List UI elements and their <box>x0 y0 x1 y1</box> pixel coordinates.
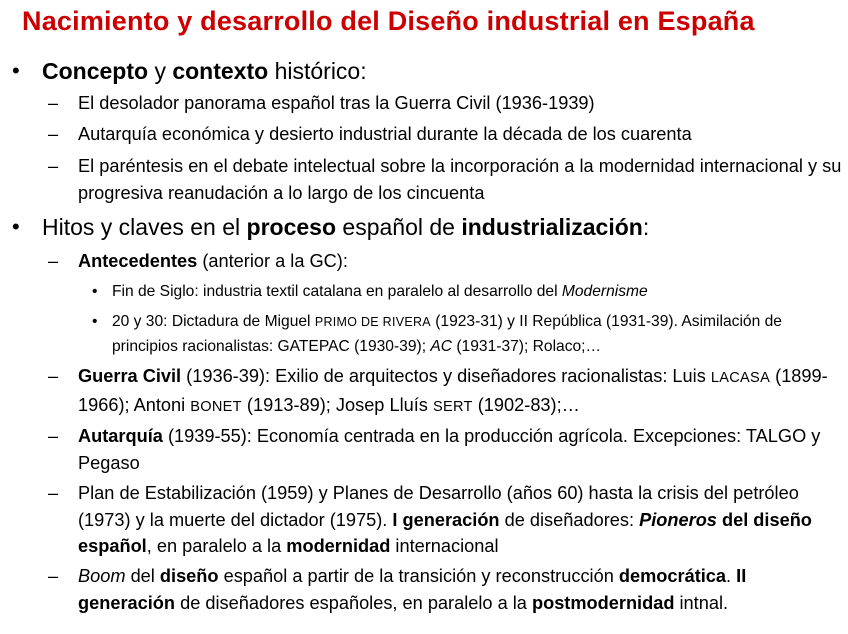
bullet-dot: • <box>12 58 20 83</box>
sub-bullet-guerra-civil: – Guerra Civil (1936-39): Exilio de arquitectos y diseñadores racionalistas: Luis LACASA (1899-1966); Antoni BONET (1913-89); Josep Lluís SERT (1902-83);… <box>48 366 828 415</box>
sub-bullet-antecedentes: – Antecedentes (anterior a la GC): <box>48 251 348 271</box>
sub-bullet-autarquia-economica: – Autarquía económica y desierto industrial durante la década de los cuarenta <box>48 124 692 144</box>
sub-sub-bullet-fin-de-siglo: • Fin de Siglo: industria textil catalana en paralelo al desarrollo del Modernisme <box>92 283 648 300</box>
sub-sub-bullet-20-y-30: • 20 y 30: Dictadura de Miguel PRIMO DE RIVERA (1923-31) y II República (1931-39). Asimilación de principios racionalistas: GATEPAC (1930-39); AC (1931-37); Rolaco;… <box>92 313 782 355</box>
sub-bullet-plan-estabilizacion: – Plan de Estabilización (1959) y Planes de Desarrollo (años 60) hasta la crisis del petróleo (1973) y la muerte del dictador (1975). I generación de diseñadores: Pioneros del diseño español, en paralelo a la modernidad internacional <box>48 483 812 556</box>
bullet-text: Hitos y claves en el proceso español de industrialización: <box>42 214 650 240</box>
sub-bullet-parentesis: – El paréntesis en el debate intelectual sobre la incorporación a la modernidad internacional y su progresiva reanudación a lo largo de los cincuenta <box>48 156 842 203</box>
bullet-dot: • <box>12 214 20 239</box>
sub-bullet-boom: – Boom del diseño español a partir de la transición y reconstrucción democrática. II generación de diseñadores españoles, en paralelo a la postmodernidad intnal. <box>48 566 747 613</box>
sub-bullet-autarquia: – Autarquía (1939-55): Economía centrada en la producción agrícola. Excepciones: TALGO y Pegaso <box>48 426 821 473</box>
bullet-text: Concepto y contexto histórico: <box>42 58 367 84</box>
slide-title: Nacimiento y desarrollo del Diseño industrial en España <box>22 6 755 36</box>
sub-bullet-panorama: – El desolador panorama español tras la Guerra Civil (1936-1939) <box>48 93 595 113</box>
